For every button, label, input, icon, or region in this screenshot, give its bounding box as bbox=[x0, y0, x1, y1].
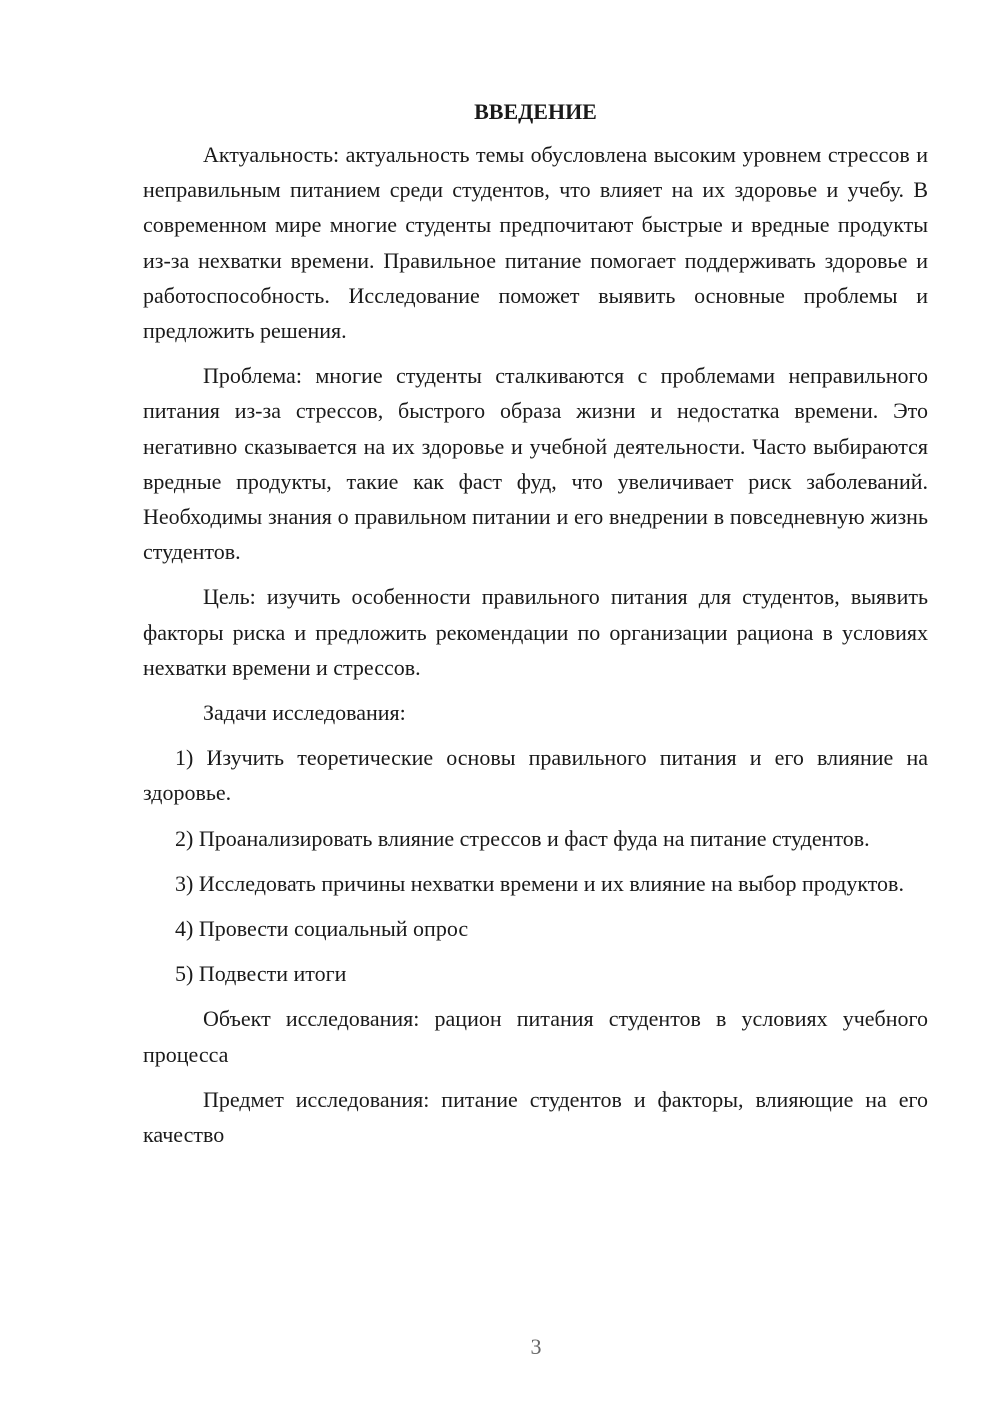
paragraph-goal: Цель: изучить особенности правильного питания для студентов, выявить факторы риска и предложить рекомендации по организации рациона в условиях нехватки времени и стрессов. bbox=[143, 584, 928, 680]
task-item-2: 2) Проанализировать влияние стрессов и фаст фуда на питание студентов. bbox=[175, 825, 870, 851]
paragraph-subject: Предмет исследования: питание студентов и факторы, влияющие на его качество bbox=[143, 1086, 928, 1148]
page-content bbox=[143, 94, 928, 1162]
paragraph-object: Объект исследования: рацион питания студентов в условиях учебного процесса bbox=[143, 1006, 928, 1067]
tasks-heading: Задачи исследования: bbox=[203, 700, 406, 726]
paragraph-relevance: Актуальность: актуальность темы обусловлена высоким уровнем стрессов и неправильным питанием среди студентов, что влияет на их здоровье и учебу. В современном мире многие студенты предпочитают быстрые и вредные продукты из-за нехватки времени. Правильное питание помогает поддерживать здоровье и работоспособность. Исследование поможет выявить основные проблемы и предложить решения. bbox=[143, 142, 928, 344]
paragraph-problem: Проблема: многие студенты сталкиваются с проблемами неправильного питания из-за стрессов, быстрого образа жизни и недостатка времени. Это негативно сказывается на их здоровье и учебной деятельности. Часто выбираются вредные продукты, такие как фаст фуд, что увеличивает риск заболеваний. Необходимы знания о правильном питании и его внедрении в повседневную жизнь студентов. bbox=[143, 363, 928, 565]
task-item-5: 5) Подвести итоги bbox=[175, 961, 347, 987]
task-item-1: 1) Изучить теоретические основы правильного питания и его влияние на здоровье. bbox=[143, 745, 928, 806]
task-item-3: 3) Исследовать причины нехватки времени и их влияние на выбор продуктов. bbox=[175, 870, 904, 896]
section-title: ВВЕДЕНИЕ bbox=[474, 99, 597, 124]
task-item-4: 4) Провести социальный опрос bbox=[175, 916, 469, 942]
page-number: 3 bbox=[530, 1334, 542, 1359]
